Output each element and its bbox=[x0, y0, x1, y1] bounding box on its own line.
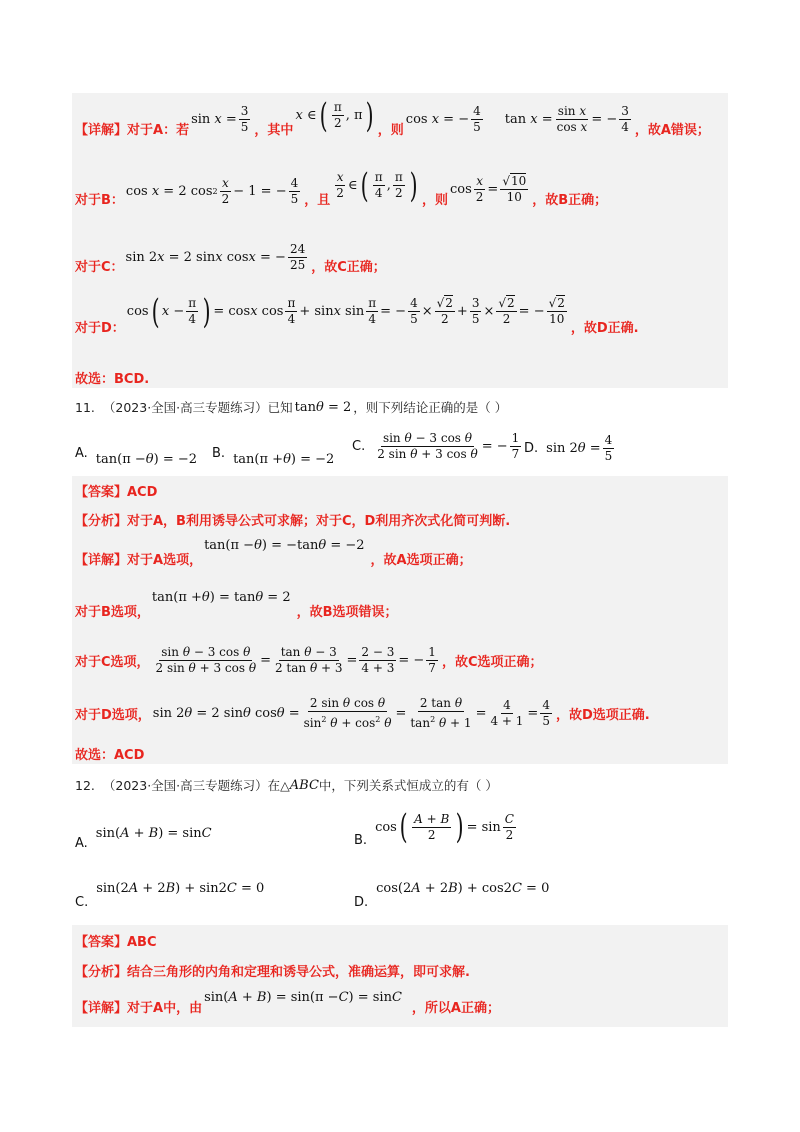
formula: sin( A + B ) = sin C bbox=[95, 825, 212, 841]
formula: tan θ = 2 bbox=[294, 399, 352, 415]
formula: $\frac{\text{sin θ − 3 cos θ}}{\text{2 sin θ + 3 cos θ}}$ = $\frac{\text{tan θ − 3}}{\text{2 tan θ + 3}}$ = $\frac{2 - 3}{4 + 3}$ = − $\frac{1}{7}$ bbox=[155, 644, 436, 675]
q11-detail-b: 对于B选项， tan(π + θ ) = tan θ = 2 ，故B选项错误； bbox=[75, 590, 398, 620]
formula: tan x = $\frac{\text{sin x}}{\text{cos x}}$ = − $\frac{3}{4}$ bbox=[504, 104, 629, 134]
q12-option-c: C. sin(2 A + 2 B ) + sin2 C = 0 bbox=[75, 880, 265, 910]
formula: cos x = 2 cos 2 $\frac{x}{2}$ − 1 = − $\frac{4}{5}$ bbox=[125, 176, 299, 206]
q10-detail-d: 对于D： cos ( x − $\frac{\pi}{4}$ ) = cos x cos $\frac{\pi}{4}$ + sin x sin $\frac{\pi}{4}$ = − $\frac{4}{5}$ × $\frac{√2}{2}$ + $\frac{3}{5}$ × $\frac{√2}{2}$ = − $\frac{√2}{10}$ ，故D正确. bbox=[75, 291, 639, 336]
formula: tan(π + θ ) = tan θ = 2 bbox=[151, 590, 291, 605]
q11-answer: 【答案】ACD bbox=[75, 484, 158, 500]
q11-option-b: B. tan(π + θ ) = −2 bbox=[212, 445, 335, 467]
q11-choice: 故选：ACD bbox=[75, 747, 145, 763]
q12-option-b: B. cos ( $\frac{A + B}{2}$ ) = sin $\frac{C}{2}$ bbox=[354, 804, 520, 850]
formula: tan(π − θ ) = −2 bbox=[95, 451, 198, 467]
q11-detail-a: 【详解】 对于A选项， tan(π − θ ) = −tan θ = −2 ，故A选项正确； bbox=[75, 538, 472, 568]
q10-detail-a: 【详解】 对于A：若 sin x = $\frac{3}{5}$ ，其中 x ∈ ( $\frac{\pi}{2}$ , π ) ，则 cos x = − $\frac{4}{5}$ tan x = $\frac{\text{sin x}}{\text{cos x}}$ = − $\frac{3}{4}$ ，故A错误； bbox=[75, 95, 710, 138]
formula: sin( A + B ) = sin(π − C ) = sin C bbox=[204, 990, 402, 1005]
q10-detail-b: 对于B： cos x = 2 cos 2 $\frac{x}{2}$ − 1 = − $\frac{4}{5}$ ，且 $\frac{x}{2}$ ∈ ( $\frac{\pi}{4}$ , $\frac{\pi}{2}$ ) ，则 cos $\frac{x}{2}$ = $\frac{√10}{10}$ ，故B正确； bbox=[75, 165, 608, 208]
formula: x ∈ ( $\frac{\pi}{2}$ , π ) bbox=[295, 95, 374, 136]
q12-answer: 【答案】ABC bbox=[75, 934, 157, 950]
formula: tan(π + θ ) = −2 bbox=[233, 451, 335, 467]
formula: cos $\frac{x}{2}$ = $\frac{√10}{10}$ bbox=[450, 174, 527, 204]
formula: sin(2 A + 2 B ) + sin2 C = 0 bbox=[96, 880, 265, 896]
q10-choice: 故选：BCD. bbox=[75, 371, 150, 387]
q12-detail-a: 【详解】 对于A中，由 sin( A + B ) = sin(π − C ) = sin C ，所以A正确； bbox=[75, 990, 500, 1016]
q12-option-d: D. cos(2 A + 2 B ) + cos2 C = 0 bbox=[354, 880, 550, 910]
q11-detail-c: 对于C选项， $\frac{\text{sin θ − 3 cos θ}}{\text{2 sin θ + 3 cos θ}}$ = $\frac{\text{tan θ − 3}}{\text{2 tan θ + 3}}$ = $\frac{2 - 3}{4 + 3}$ = − $\frac{1}{7}$ ，故C选项正确； bbox=[75, 644, 543, 675]
formula: sin 2 θ = 2 sin θ cos θ = $\frac{\text{2 sin θ cos θ}}{\sin^2 \theta + \cos^2 \theta}$ = $\frac{\text{2 tan θ}}{\tan^2 \theta + 1}$ = $\frac{4}{4 + 1}$ = $\frac{4}{5}$ bbox=[152, 695, 550, 730]
q10-detail-c: 对于C： sin 2 x = 2 sin x cos x = − $\frac{24}{25}$ ，故C正确； bbox=[75, 242, 386, 275]
q11-option-a: A. tan(π − θ ) = −2 bbox=[75, 445, 198, 467]
formula: cos ( x − $\frac{\pi}{4}$ ) = cos x cos $\frac{\pi}{4}$ + sin x sin $\frac{\pi}{4}$ = − $\frac{4}{5}$ × $\frac{√2}{2}$ + $\frac{3}{5}$ × $\frac{√2}{2}$ = − $\frac{√2}{10}$ bbox=[126, 291, 565, 332]
formula: sin 2 θ = $\frac{4}{5}$ bbox=[546, 432, 613, 463]
q11-option-d: D. sin 2 θ = $\frac{4}{5}$ bbox=[524, 430, 618, 466]
formula: cos(2 A + 2 B ) + cos2 C = 0 bbox=[376, 880, 550, 896]
formula: $\frac{x}{2}$ ∈ ( $\frac{\pi}{4}$ , $\frac{\pi}{2}$ ) bbox=[336, 165, 418, 206]
formula: tan(π − θ ) = −tan θ = −2 bbox=[204, 538, 365, 553]
formula: sin 2 x = 2 sin x cos x = − $\frac{24}{25}$ bbox=[125, 242, 306, 272]
q12-analysis: 【分析】结合三角形的内角和定理和诱导公式，准确运算，即可求解. bbox=[75, 964, 470, 980]
q11-detail-d: 对于D选项， sin 2 θ = 2 sin θ cos θ = $\frac{\text{2 sin θ cos θ}}{\sin^2 \theta + \cos^2 \theta}$ = $\frac{\text{2 tan θ}}{\tan^2 \theta + 1}$ = $\frac{4}{4 + 1}$ = $\frac{4}{5}$ ，故D选项正确. bbox=[75, 695, 650, 730]
question-number: 11. bbox=[75, 399, 95, 415]
q11-analysis: 【分析】对于A，B利用诱导公式可求解；对于C，D利用齐次式化简可判断. bbox=[75, 513, 511, 529]
formula: cos x = − $\frac{4}{5}$ bbox=[405, 104, 481, 134]
detail-tag: 【详解】 bbox=[75, 122, 128, 138]
formula: cos ( $\frac{A + B}{2}$ ) = sin $\frac{C}{2}$ bbox=[375, 807, 514, 847]
q11-option-c: C. $\frac{\text{sin θ − 3 cos θ}}{\text{2 sin θ + 3 cos θ}}$ = − $\frac{1}{7}$ bbox=[352, 426, 525, 466]
q12-stem: 12. （2023·全国·高三专题练习）在△ ABC 中，下列关系式恒成立的有（ ） bbox=[75, 777, 498, 793]
formula: sin x = $\frac{3}{5}$ bbox=[191, 104, 249, 134]
q12-option-a: A. sin( A + B ) = sin C bbox=[75, 825, 212, 851]
question-number: 12. bbox=[75, 777, 95, 793]
formula: $\frac{\text{sin θ − 3 cos θ}}{\text{2 sin θ + 3 cos θ}}$ = − $\frac{1}{7}$ bbox=[377, 430, 520, 461]
q11-stem: 11. （2023·全国·高三专题练习）已知 tan θ = 2 ，则下列结论正确的是（ ） bbox=[75, 399, 508, 415]
